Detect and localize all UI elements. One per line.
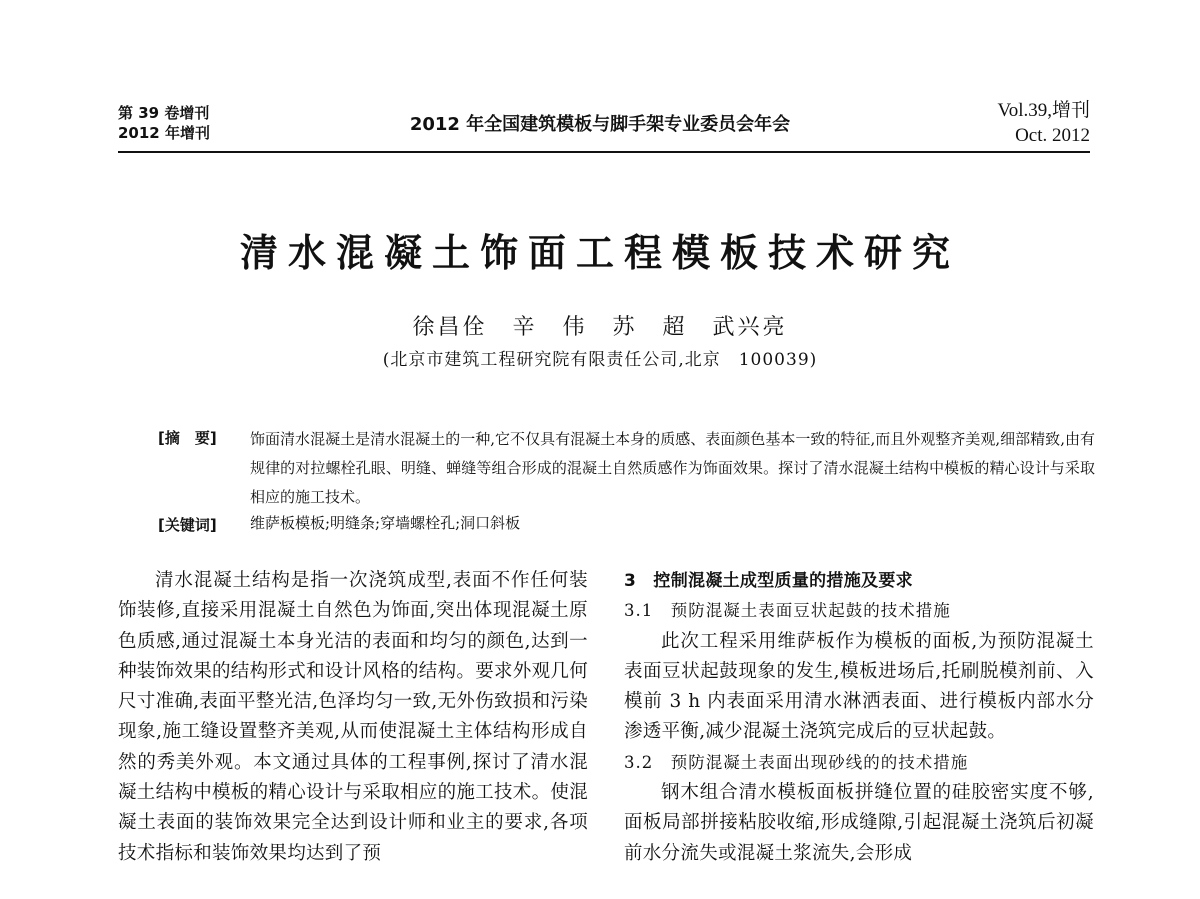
header-rule <box>118 151 1090 153</box>
conference-name: 2012 年全国建筑模板与脚手架专业委员会年会 <box>409 114 791 135</box>
journal-volume-en-line1: Vol.39,增刊 <box>997 100 1090 121</box>
journal-volume-en <box>997 98 1090 148</box>
journal-date-en: Oct. 2012 <box>1015 125 1090 146</box>
author-affiliation: (北京市建筑工程研究院有限责任公司,北京 100039) <box>382 350 818 370</box>
journal-volume-line1: 第 39 卷增刊 <box>118 104 210 122</box>
subsection-3-2-heading: 3.2 预防混凝土表面出现砂线的的技术措施 <box>624 752 969 772</box>
section-3-heading: 3 控制混凝土成型质量的措施及要求 <box>624 571 913 591</box>
abstract-label: [摘 要] <box>158 429 217 447</box>
body-left-column <box>118 566 588 869</box>
paper-title: 清水混凝土饰面工程模板技术研究 <box>239 231 960 275</box>
subsection-3-1-heading: 3.1 预防混凝土表面豆状起鼓的技术措施 <box>624 601 951 621</box>
abstract-text: 饰面清水混凝土是清水混凝土的一种,它不仅具有混凝土本身的质感、表面颜色基本一致的特征,而且外观整齐美观,细部精致,由有规律的对拉螺栓孔眼、明缝、蝉缝等组合形成的混凝土自然质感作为饰面效果。探讨了清水混凝土结构中模板的精心设计与采取相应的施工技术。 <box>250 430 1095 506</box>
body-right-column <box>624 566 1094 869</box>
keywords-text: 维萨板模板;明缝条;穿墙螺栓孔;洞口斜板 <box>250 514 521 532</box>
subsection-3-2-text: 钢木组合清水模板面板拼缝位置的硅胶密实度不够,面板局部拼接粘胶收缩,形成缝隙,引起混凝土浇筑后初凝前水分流失或混凝土浆流失,会形成 <box>624 782 1094 864</box>
subsection-3-1-text: 此次工程采用维萨板作为模板的面板,为预防混凝土表面豆状起鼓现象的发生,模板进场后,托刷脱模剂前、入模前 3 h 内表面采用清水淋洒表面、进行模板内部水分渗透平衡,减少混凝土浇筑完成后的豆状起鼓。 <box>624 630 1094 743</box>
journal-volume-line2: 2012 年增刊 <box>118 124 210 142</box>
keywords-label: [关键词] <box>158 516 217 534</box>
intro-paragraph: 清水混凝土结构是指一次浇筑成型,表面不作任何装饰装修,直接采用混凝土自然色为饰面,突出体现混凝土原色质感,通过混凝土本身光洁的表面和均匀的颜色,达到一种装饰效果的结构形式和设计风格的结构。要求外观几何尺寸准确,表面平整光洁,色泽均匀一致,无外伤致损和污染现象,施工缝设置整齐美观,从而使混凝土主体结构形成自然的秀美外观。本文通过具体的工程事例,探讨了清水混凝土结构中模板的精心设计与采取相应的施工技术。使混凝土表面的装饰效果完全达到设计师和业主的要求,各项技术指标和装饰效果均达到了预 <box>118 570 589 864</box>
paper-authors: 徐昌佺 辛 伟 苏 超 武兴亮 <box>412 315 788 340</box>
